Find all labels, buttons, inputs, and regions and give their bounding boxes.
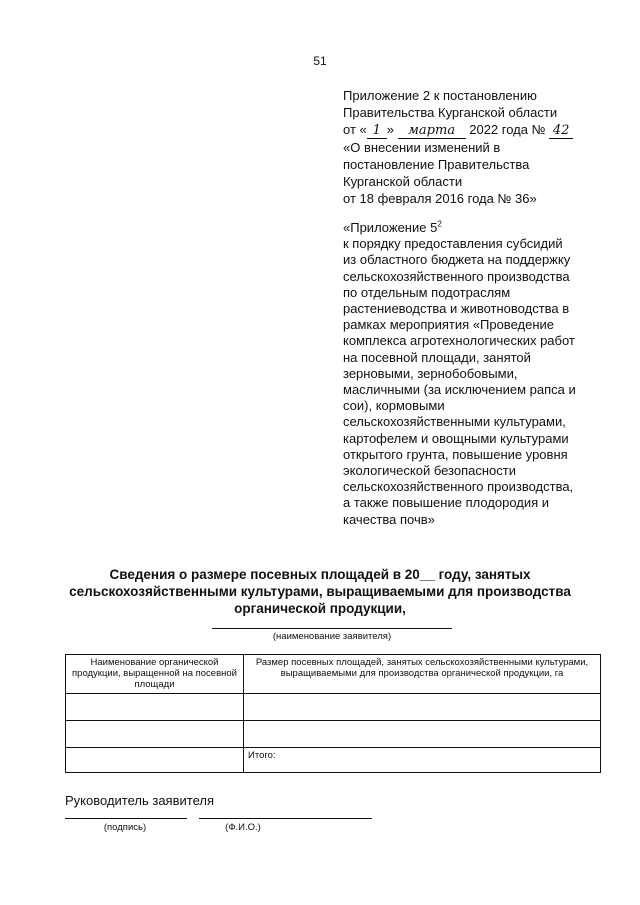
appendix-block — [343, 220, 633, 528]
col2-header: Размер посевных площадей, занятых сельскохозяйственными культурами, выращиваемыми для производства органической продукции, га — [244, 655, 601, 694]
appendix-line: открытого грунта, повышение уровня — [343, 446, 568, 462]
table-cell[interactable] — [66, 694, 244, 721]
appendix-superscript: 2 — [437, 219, 442, 229]
full-name-line[interactable] — [199, 818, 372, 819]
table-cell — [66, 748, 244, 773]
appendix-line: из областного бюджета на поддержку — [343, 252, 571, 268]
table-row — [66, 721, 601, 748]
appendix-line: комплекса агротехнологических работ — [343, 333, 575, 349]
appendix-line: растениеводства и животноводства в — [343, 301, 570, 317]
table-row — [66, 694, 601, 721]
title-line: Сведения о размере посевных площадей в 20__ году, занятых — [109, 567, 531, 582]
appendix-header — [343, 87, 628, 207]
appendix-line: а также повышение плодородия и — [343, 495, 550, 511]
appendix-line: рамках мероприятия «Проведение — [343, 317, 555, 333]
appendix-line: сои), кормовыми — [343, 398, 445, 414]
header-line: постановление Правительства — [343, 157, 530, 172]
applicant-name-line[interactable] — [212, 628, 452, 629]
document-title — [40, 566, 600, 617]
title-line: сельскохозяйственными культурами, выращиваемыми для производства — [69, 584, 571, 599]
appendix-line: картофелем и овощными культурами — [343, 430, 569, 446]
appendix-line: сельскохозяйственного производства — [343, 268, 570, 284]
date-year: 2022 года № — [469, 122, 546, 137]
header-line: «О внесении изменений в — [343, 140, 501, 155]
appendix-line: масличными (за исключением рапса и — [343, 382, 576, 398]
handwritten-day: 1 — [367, 124, 387, 139]
total-label: Итого: — [244, 748, 601, 773]
handwritten-month: марта — [398, 124, 466, 139]
header-date-line — [343, 121, 628, 139]
appendix-line: качества почв» — [343, 511, 435, 527]
handwritten-doc-number: 42 — [549, 124, 573, 139]
table-cell[interactable] — [66, 721, 244, 748]
title-line: органической продукции, — [234, 601, 406, 616]
areas-table — [65, 654, 601, 773]
table-header-row — [66, 655, 601, 694]
appendix-line: к порядку предоставления субсидий — [343, 236, 563, 252]
col1-header: Наименование органической продукции, выращенной на посевной площади — [66, 655, 244, 694]
appendix-title: «Приложение $5^2$ — [343, 219, 442, 235]
appendix-line: на посевной площади, занятой — [343, 349, 531, 365]
head-of-applicant-label: Руководитель заявителя — [65, 793, 214, 808]
appendix-line: сельскохозяйственными культурами, — [343, 414, 566, 430]
applicant-caption: (наименование заявителя) — [272, 631, 392, 642]
header-line: от 18 февраля 2016 года № 36» — [343, 191, 537, 206]
appendix-line: по отдельным подотраслям — [343, 284, 511, 300]
signature-caption: (подпись) — [103, 822, 147, 833]
table-total-row — [66, 748, 601, 773]
header-line: Приложение 2 к постановлению — [343, 88, 537, 103]
table-cell[interactable] — [244, 694, 601, 721]
appendix-line: зерновыми, зернобобовыми, — [343, 365, 518, 381]
appendix-line: сельскохозяйственного производства, — [343, 479, 574, 495]
full-name-caption: (Ф.И.О.) — [225, 822, 261, 833]
header-line: Курганской области — [343, 174, 463, 189]
page-number: 51 — [313, 54, 327, 68]
appendix-line: экологической безопасности — [343, 463, 516, 479]
table-cell[interactable] — [244, 721, 601, 748]
date-close: » — [386, 122, 394, 137]
signature-line[interactable] — [65, 818, 187, 819]
header-line: Правительства Курганской области — [343, 105, 558, 120]
date-prefix: от « — [343, 122, 367, 137]
